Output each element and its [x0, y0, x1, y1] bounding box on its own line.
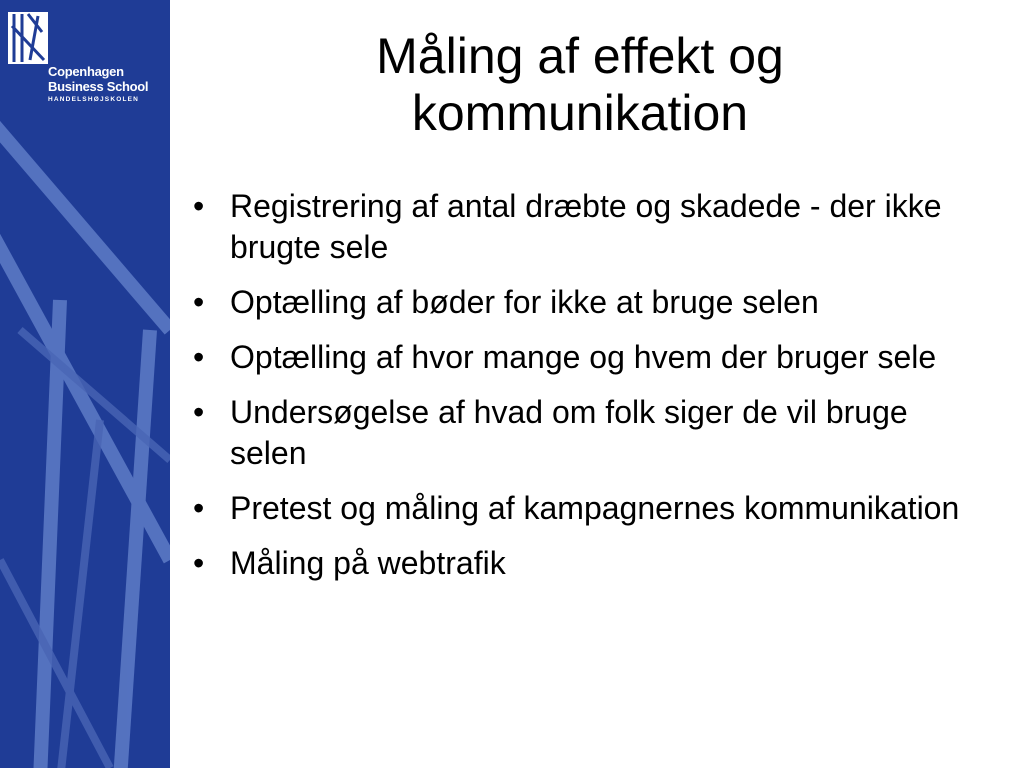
bullet-symbol: • [193, 188, 205, 224]
bullet-item [193, 392, 983, 474]
bullet-item [193, 186, 983, 268]
bullet-symbol: • [193, 545, 205, 581]
slide-title: Måling af effekt og kommunikation [376, 28, 784, 141]
bullet-symbol: • [193, 490, 205, 526]
bullet-item [193, 488, 983, 529]
logo-line-3: HANDELSHØJSKOLEN [48, 96, 140, 103]
logo-line-2: Business School [48, 79, 149, 94]
bullet-item [193, 337, 983, 378]
bullet-text: Registrering af antal dræbte og skadede - der ikke brugte sele [230, 188, 942, 265]
bullet-text: Optælling af hvor mange og hvem der bruger sele [230, 339, 937, 375]
sidebar-decoration [0, 0, 170, 768]
logo-line-1: Copenhagen [48, 64, 124, 79]
bullet-item [193, 282, 983, 323]
cbs-logo-text [48, 64, 148, 105]
bullet-symbol: • [193, 284, 205, 320]
bullet-text: Måling på webtrafik [230, 545, 506, 581]
bullet-item [193, 543, 983, 584]
bullet-text: Undersøgelse af hvad om folk siger de vil bruge selen [230, 394, 908, 471]
bullet-symbol: • [193, 394, 205, 430]
bullet-text: Pretest og måling af kampagnernes kommunikation [230, 490, 960, 526]
cbs-logo-icon [8, 12, 48, 64]
bullet-list [193, 186, 983, 598]
bullet-symbol: • [193, 339, 205, 375]
decorative-lines [0, 0, 170, 768]
bullet-text: Optælling af bøder for ikke at bruge selen [230, 284, 819, 320]
